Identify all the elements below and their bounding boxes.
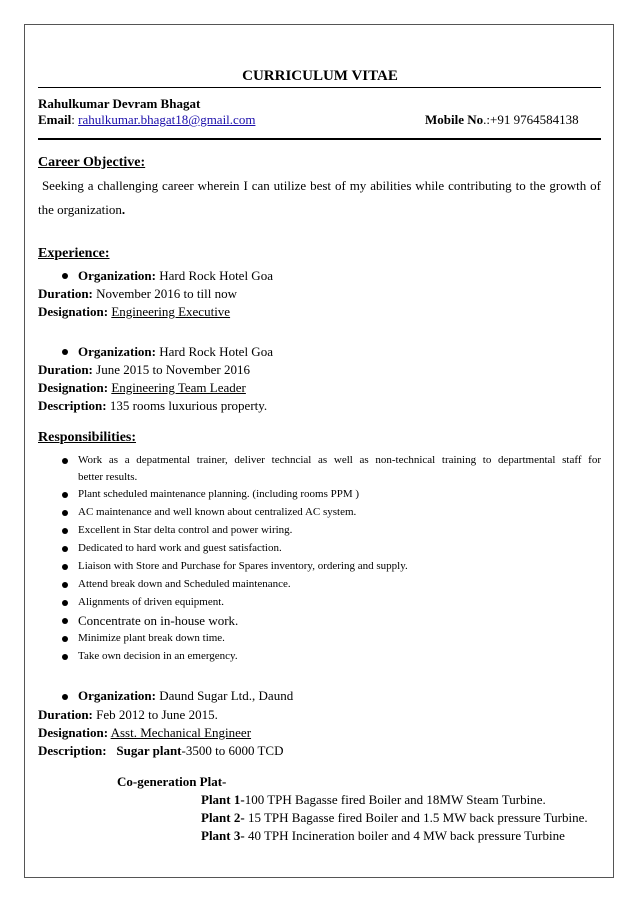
- bullet-icon: [62, 546, 68, 552]
- bullet-icon: [62, 349, 68, 355]
- cv-page: [24, 24, 614, 878]
- email-label: Email: [38, 112, 72, 127]
- job3-duration: Duration: Feb 2012 to June 2015.: [38, 707, 218, 722]
- header-divider: [38, 138, 601, 140]
- bullet-icon: [62, 694, 68, 700]
- job1-designation: Designation: Engineering Executive: [38, 304, 231, 319]
- bullet-icon: [62, 528, 68, 534]
- job1-organization: Organization: Hard Rock Hotel Goa: [78, 268, 273, 283]
- bullet-icon: [62, 273, 68, 279]
- email-link[interactable]: rahulkumar.bhagat18@gmail.com: [78, 112, 256, 127]
- bullet-icon: [62, 582, 68, 588]
- bullet-icon: [62, 600, 68, 606]
- cogeneration-plant-3: Plant 3- 40 TPH Incineration boiler and 4 MW back pressure Turbine: [201, 828, 565, 843]
- document-title: CURRICULUM VITAE: [242, 68, 398, 84]
- objective-text-line2: the organization.: [38, 202, 126, 217]
- mobile-line: [425, 113, 579, 126]
- mobile-label: Mobile No: [425, 112, 484, 127]
- responsibility-item: Minimize plant break down time.: [78, 632, 225, 644]
- responsibility-item: Concentrate on in-house work.: [78, 613, 239, 628]
- responsibility-item: Liaison with Store and Purchase for Spares inventory, ordering and supply.: [78, 560, 408, 572]
- email-line: Email: rahulkumar.bhagat18@gmail.com: [38, 112, 256, 127]
- experience-heading: Experience:: [38, 246, 110, 261]
- cogeneration-plant-1: Plant 1-100 TPH Bagasse fired Boiler and 18MW Steam Turbine.: [201, 792, 546, 807]
- bullet-icon: [62, 564, 68, 570]
- responsibility-item: Plant scheduled maintenance planning. (including rooms PPM ): [78, 488, 360, 500]
- title-divider: [38, 87, 601, 88]
- candidate-name: Rahulkumar Devram Bhagat: [38, 96, 201, 111]
- job3-organization: Organization: Daund Sugar Ltd., Daund: [78, 688, 294, 703]
- responsibilities-heading: Responsibilities:: [38, 430, 137, 445]
- mobile-number: .:+91 9764584138: [483, 112, 579, 127]
- job2-description: Description: 135 rooms luxurious property.: [38, 398, 268, 413]
- responsibility-item-1-line2: better results.: [78, 471, 138, 483]
- responsibility-item-1-line1: Work as a depatmental trainer, deliver techncial as well as non-technical training to departmental staff for: [78, 454, 601, 466]
- responsibility-item: Attend break down and Scheduled maintenance.: [78, 578, 291, 590]
- responsibility-item: Take own decision in an emergency.: [78, 650, 238, 662]
- responsibility-item: Excellent in Star delta control and power wiring.: [78, 524, 293, 536]
- bullet-icon: [62, 636, 68, 642]
- job1-duration: Duration: November 2016 to till now: [38, 286, 237, 301]
- bullet-icon: [62, 510, 68, 516]
- objective-text-line1: Seeking a challenging career wherein I can utilize best of my abilities while contributing to the growth of: [41, 178, 602, 193]
- responsibility-item: AC maintenance and well known about centralized AC system.: [78, 506, 357, 518]
- job2-duration: Duration: June 2015 to November 2016: [38, 362, 250, 377]
- bullet-icon: [62, 458, 68, 464]
- responsibility-item: Dedicated to hard work and guest satisfaction.: [78, 542, 282, 554]
- career-objective-heading: Career Objective:: [38, 155, 146, 170]
- responsibility-item: Alignments of driven equipment.: [78, 596, 225, 608]
- job2-organization: Organization: Hard Rock Hotel Goa: [78, 344, 273, 359]
- job3-designation: Designation: Asst. Mechanical Engineer: [38, 725, 252, 740]
- job2-designation: Designation: Engineering Team Leader: [38, 380, 246, 395]
- bullet-icon: [62, 654, 68, 660]
- job3-description: Description: Sugar plant-3500 to 6000 TCD: [38, 743, 284, 758]
- bullet-icon: [62, 492, 68, 498]
- bullet-icon: [62, 618, 68, 624]
- cogeneration-heading: Co-generation Plat-: [117, 774, 227, 789]
- cogeneration-plant-2: Plant 2- 15 TPH Bagasse fired Boiler and 1.5 MW back pressure Turbine.: [201, 810, 588, 825]
